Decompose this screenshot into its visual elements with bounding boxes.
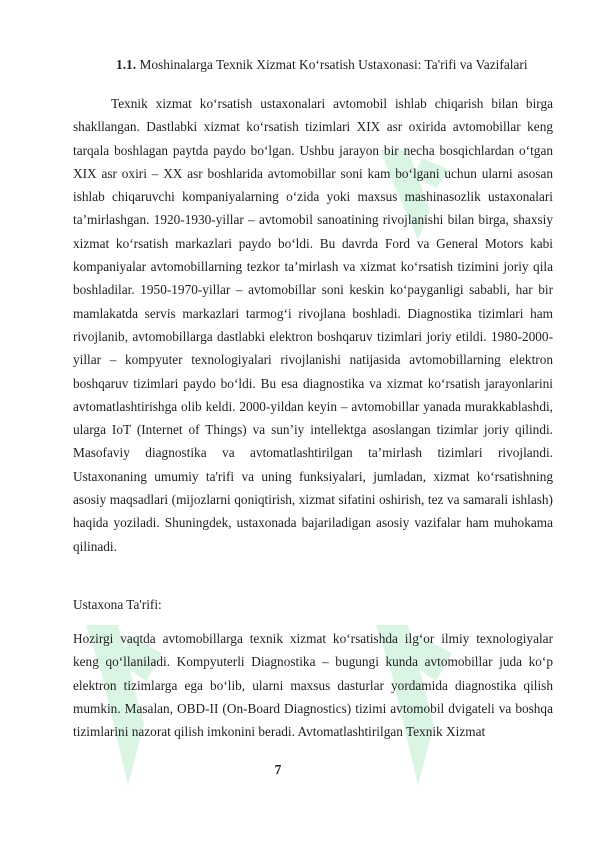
subheading-definition: Ustaxona Ta'rifi:	[73, 597, 162, 612]
paragraph-history: Texnik xizmat ko‘rsatish ustaxonalari avtomobil ishlab chiqarish bilan birga shakllangan. Dastlabki xizmat ko‘rsatish tizimlari XIX asr oxirida avtomobillar keng tarqala boshlagan paytda paydo bo‘lgan. Ushbu jarayon bir necha bosqichlardan o‘tgan XIX asr oxiri – XX asr boshlarida avtomobillar soni kam bo‘lgani uchun ularni asosan ishlab chiqaruvchi kompaniyalarning o‘zida yoki maxsus mashinasozlik ustaxonalari ta’mirlashgan. 1920-1930-yillar – avtomobil sanoatining rivojlanishi bilan birga, shaxsiy xizmat ko‘rsatish markazlari paydo bo‘ldi. Bu davrda Ford va General Motors kabi kompaniyalar avtomobillarning tezkor ta’mirlash va xizmat ko‘rsatish tizimini joriy qila boshladilar. 1950-1970-yillar – avtomobillar soni keskin ko‘payganligi sababli, har bir mamlakatda servis markazlari tarmog‘i rivojlana boshladi. Diagnostika tizimlari ham rivojlanib, avtomobillarga dastlabki elektron boshqaruv tizimlari joriy etildi. 1980-2000-yillar – kompyuter texnologiyalari rivojlanishi natijasida avtomobillarning elektron boshqaruv tizimlari paydo bo‘ldi. Bu esa diagnostika va xizmat ko‘rsatish jarayonlarini avtomatlashtirishga olib keldi. 2000-yildan keyin – avtomobillar yanada murakkablashdi, ularga IoT (Internet of Things) va sun’iy intellektga asoslangan tizimlar joriy qilindi. Masofaviy diagnostika va avtomatlashtirilgan ta’mirlash tizimlari rivojlandi. Ustaxonaning umumiy ta'rifi va uning funksiyalari, jumladan, xizmat ko‘rsatishning asosiy maqsadlari (mijozlarni qoniqtirish, xizmat sifatini oshirish, tez va samarali ishlash) haqida yoziladi. Shuningdek, ustaxonada bajariladigan asosiy vazifalar ham muhokama qilinadi.	[73, 96, 553, 554]
section-title-text: Moshinalarga Texnik Xizmat Ko‘rsatish Ustaxonasi: Ta'rifi va Vazifalari	[139, 57, 528, 72]
section-title	[116, 56, 556, 74]
paragraph-modern-technologies: Hozirgi vaqtda avtomobillarga texnik xizmat ko‘rsatishda ilg‘or ilmiy texnologiyalar keng qo‘llaniladi. Kompyuterli Diagnostika – bugungi kunda avtomobillar juda ko‘p elektron tizimlarga ega bo‘lib, ularni maxsus dasturlar yordamida diagnostika qilish mumkin. Masalan, OBD-II (On-Board Diagnostics) tizimi avtomobil dvigateli va boshqa tizimlarini nazorat qilish imkonini beradi. Avtomatlashtirilgan Texnik Xizmat	[73, 631, 553, 740]
page-number: 7	[274, 762, 282, 777]
section-number: 1.1.	[116, 57, 137, 72]
